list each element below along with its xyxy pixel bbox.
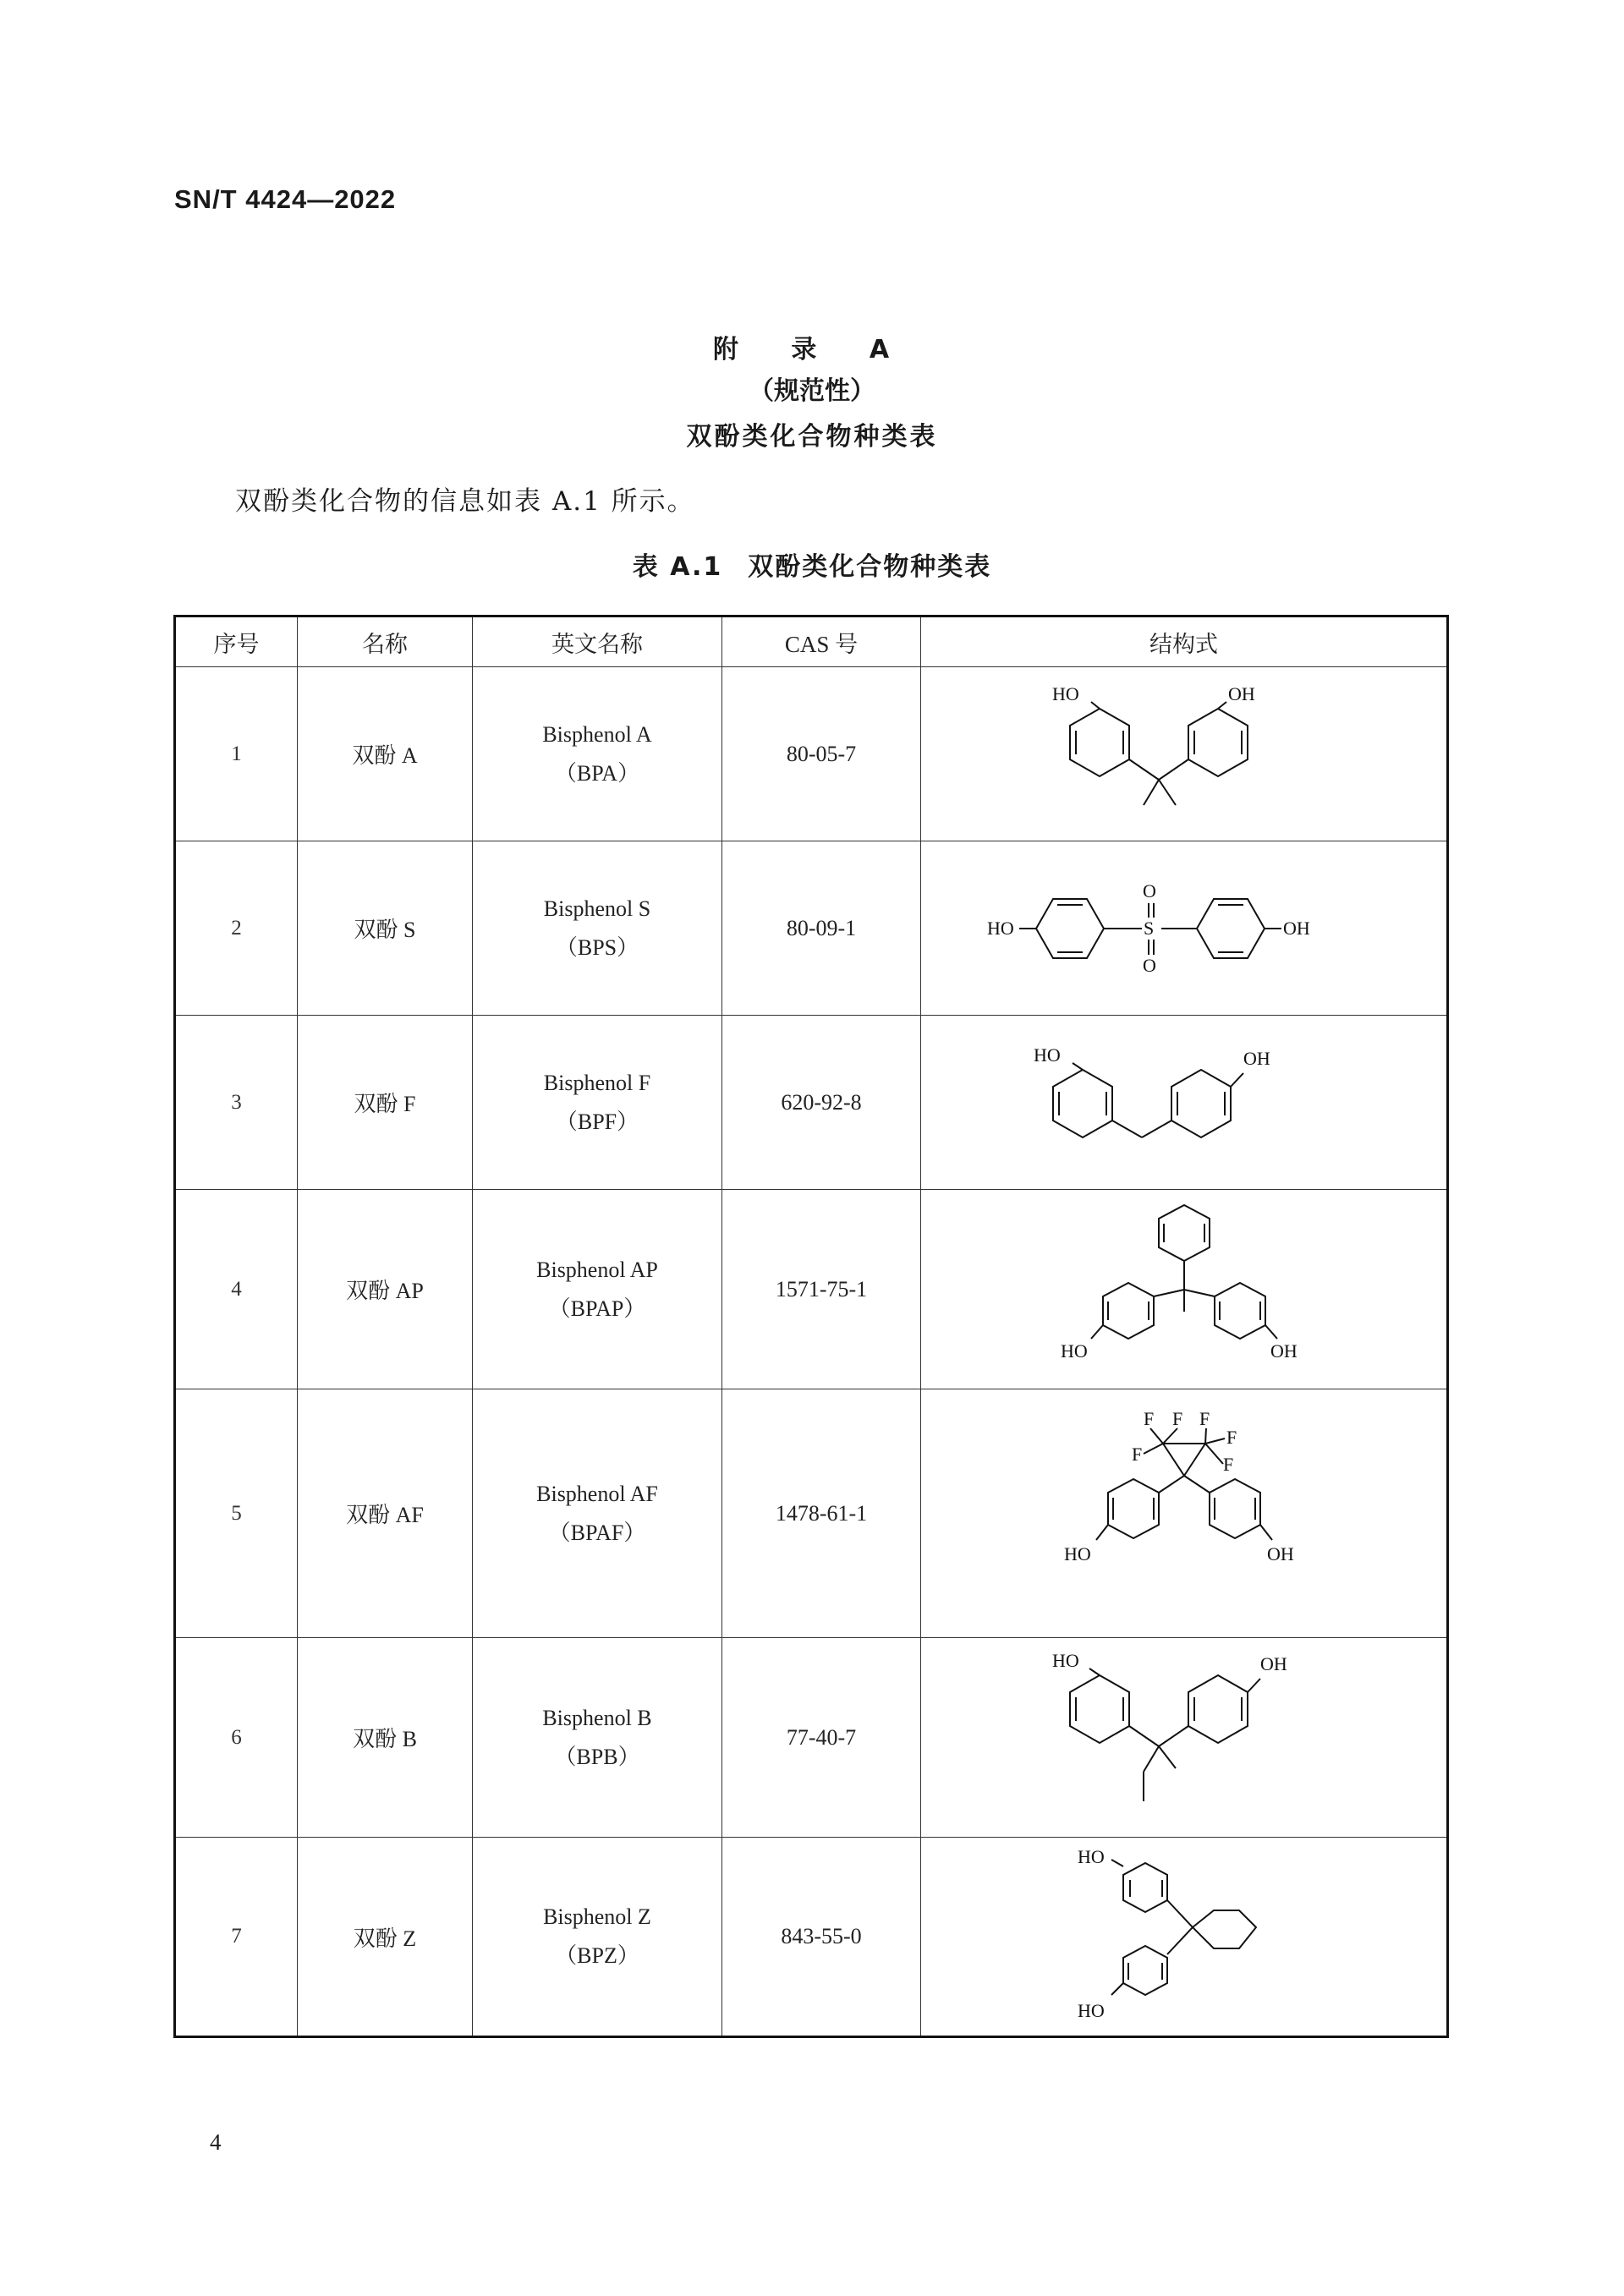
intro-paragraph: 双酚类化合物的信息如表 A.1 所示。 [235,486,695,517]
bps-structure [985,865,1383,992]
table-row [175,667,1448,841]
sulfur-label: S [1143,917,1154,939]
english-name: Bisphenol AF [536,1481,658,1506]
bpaf-structure [1049,1400,1320,1628]
oh-label: OH [1270,1340,1298,1362]
fluorine-label: F [1199,1407,1210,1429]
row-english-name [473,667,722,841]
bpb-structure [1049,1645,1320,1831]
abbreviation: （BPS） [555,934,639,960]
bpz-structure [1074,1843,1294,2030]
table-row [175,1389,1448,1638]
row-serial: 2 [175,841,298,1016]
row-structure [921,1638,1448,1838]
row-cas: 80-09-1 [722,841,921,1016]
ho-label: HO [1051,682,1079,704]
table-caption-label: 表 A.1 [632,552,723,582]
table-caption [0,545,1624,583]
table-caption-title: 双酚类化合物种类表 [748,552,992,582]
fluorine-label: F [1226,1426,1237,1448]
oxygen-label: O [1142,879,1156,901]
row-structure [921,1389,1448,1638]
row-name: 双酚 B [298,1638,473,1838]
fluorine-label: F [1222,1453,1233,1475]
row-english-name [473,1838,722,2037]
ho-label: HO [1063,1543,1091,1564]
row-cas: 620-92-8 [722,1016,921,1190]
english-name: Bisphenol Z [543,1904,651,1929]
ho-label: HO [1060,1340,1088,1362]
bpap-structure [1049,1197,1320,1383]
oh-label: OH [1282,917,1310,939]
abbreviation: （BPF） [555,1109,639,1134]
oh-label: OH [1243,1047,1270,1069]
oh-label: OH [1266,1543,1294,1564]
row-serial: 6 [175,1638,298,1838]
row-serial: 5 [175,1389,298,1638]
header-cas: CAS 号 [722,616,921,667]
oh-label: OH [1259,1652,1287,1674]
ho-label: HO [1077,2000,1105,2021]
english-name: Bisphenol B [542,1705,652,1730]
row-structure [921,1016,1448,1190]
header-name: 名称 [298,616,473,667]
bpf-structure [1032,1039,1336,1166]
row-name: 双酚 Z [298,1838,473,2037]
ho-label: HO [1033,1044,1061,1066]
table-row [175,1638,1448,1838]
row-english-name [473,1389,722,1638]
row-serial: 1 [175,667,298,841]
english-name: Bisphenol AP [536,1257,658,1282]
bpa-structure [1049,678,1320,830]
page-number: 4 [210,2129,222,2155]
appendix-subtitle: 双酚类化合物种类表 [686,422,938,452]
bisphenol-table [173,615,1449,2038]
header-serial: 序号 [175,616,298,667]
appendix-title: 附 录 A [712,335,912,364]
english-name: Bisphenol A [542,721,652,747]
row-cas: 1478-61-1 [722,1389,921,1638]
header-structure: 结构式 [921,616,1448,667]
ho-label: HO [1051,1649,1079,1671]
row-serial: 3 [175,1016,298,1190]
fluorine-label: F [1143,1407,1154,1429]
row-name: 双酚 F [298,1016,473,1190]
row-serial: 7 [175,1838,298,2037]
oh-label: OH [1227,682,1255,704]
row-cas: 80-05-7 [722,667,921,841]
row-serial: 4 [175,1190,298,1389]
table-header-row [175,616,1448,667]
table-row [175,841,1448,1016]
english-name: Bisphenol S [543,896,651,921]
row-structure [921,841,1448,1016]
row-cas: 843-55-0 [722,1838,921,2037]
abbreviation: （BPB） [554,1744,640,1769]
abbreviation: （BPAP） [548,1296,646,1321]
appendix-type: （规范性） [749,376,875,406]
row-name: 双酚 AF [298,1389,473,1638]
table-row [175,1190,1448,1389]
abbreviation: （BPA） [554,760,640,786]
row-cas: 1571-75-1 [722,1190,921,1389]
oxygen-label: O [1142,954,1156,976]
ho-label: HO [986,917,1014,939]
row-english-name [473,841,722,1016]
header-english-name: 英文名称 [473,616,722,667]
ho-label: HO [1077,1846,1105,1867]
fluorine-label: F [1131,1443,1142,1465]
row-english-name [473,1638,722,1838]
row-name: 双酚 S [298,841,473,1016]
row-english-name [473,1016,722,1190]
row-structure [921,667,1448,841]
english-name: Bisphenol F [543,1070,651,1095]
row-structure [921,1838,1448,2037]
abbreviation: （BPAF） [548,1520,646,1545]
document-code: SN/T 4424—2022 [174,184,397,214]
table-row [175,1016,1448,1190]
fluorine-label: F [1171,1407,1182,1429]
table-row [175,1838,1448,2037]
row-cas: 77-40-7 [722,1638,921,1838]
row-name: 双酚 AP [298,1190,473,1389]
row-structure [921,1190,1448,1389]
row-name: 双酚 A [298,667,473,841]
abbreviation: （BPZ） [555,1943,639,1968]
row-english-name [473,1190,722,1389]
